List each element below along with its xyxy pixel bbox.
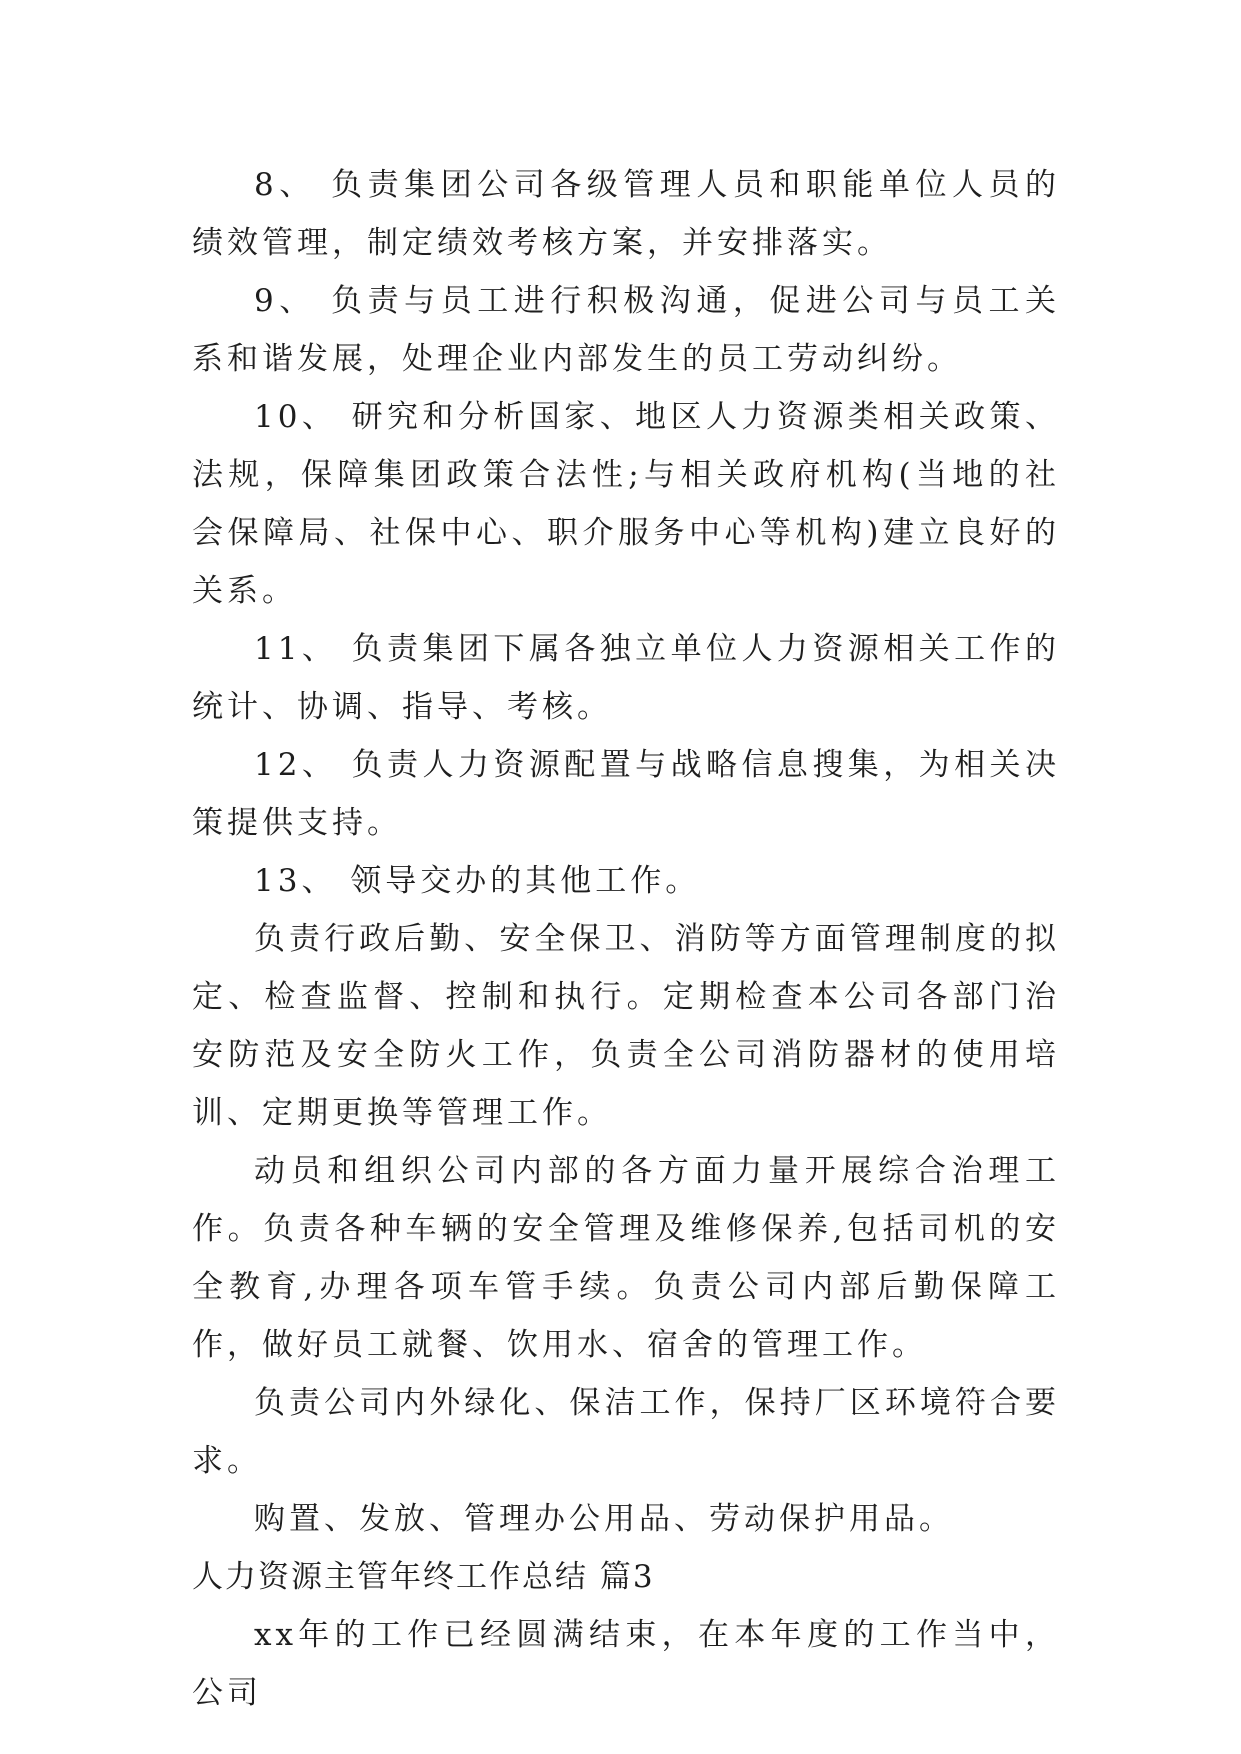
- paragraph-item-9: 9、 负责与员工进行积极沟通，促进公司与员工关系和谐发展，处理企业内部发生的员工劳动纠纷。: [192, 283, 1060, 377]
- paragraph-year-summary: xx年的工作已经圆满结束，在本年度的工作当中，公司: [192, 1617, 1060, 1711]
- paragraph-greening-cleaning: 负责公司内外绿化、保洁工作，保持厂区环境符合要求。: [192, 1385, 1060, 1479]
- paragraph-admin-logistics: 负责行政后勤、安全保卫、消防等方面管理制度的拟定、检查监督、控制和执行。定期检查本公司各部门治安防范及安全防火工作，负责全公司消防器材的使用培训、定期更换等管理工作。: [192, 921, 1060, 1131]
- paragraph-item-8: 8、 负责集团公司各级管理人员和职能单位人员的绩效管理，制定绩效考核方案，并安排落实。: [192, 167, 1060, 261]
- document-body: [192, 156, 1060, 1722]
- paragraph-item-11: 11、 负责集团下属各独立单位人力资源相关工作的统计、协调、指导、考核。: [192, 631, 1060, 725]
- paragraph-comprehensive-management: 动员和组织公司内部的各方面力量开展综合治理工作。负责各种车辆的安全管理及维修保养,包括司机的安全教育,办理各项车管手续。负责公司内部后勤保障工作，做好员工就餐、饮用水、宿舍的管理工作。: [192, 1153, 1060, 1363]
- paragraph-item-13: 13、 领导交办的其他工作。: [254, 863, 701, 899]
- section-heading: 人力资源主管年终工作总结 篇3: [192, 1559, 655, 1595]
- paragraph-item-10: 10、 研究和分析国家、地区人力资源类相关政策、法规，保障集团政策合法性;与相关政府机构(当地的社会保障局、社保中心、职介服务中心等机构)建立良好的关系。: [192, 399, 1060, 609]
- paragraph-item-12: 12、 负责人力资源配置与战略信息搜集，为相关决策提供支持。: [192, 747, 1060, 841]
- paragraph-office-supplies: 购置、发放、管理办公用品、劳动保护用品。: [254, 1501, 954, 1537]
